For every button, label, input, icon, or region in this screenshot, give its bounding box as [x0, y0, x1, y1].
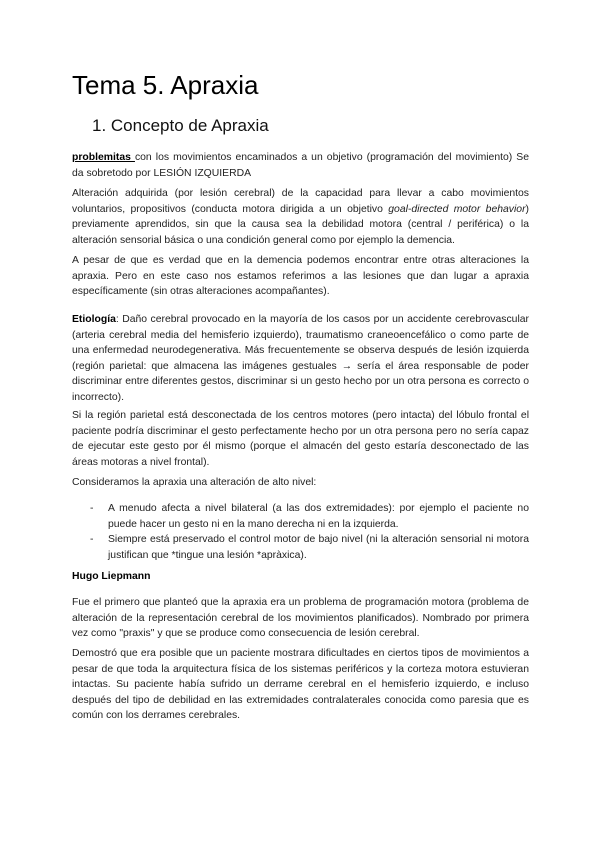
- list-item-text: Siempre está preservado el control motor de bajo nivel (ni la alteración sensorial ni motora justifican que *tingue una lesión *apràxica).: [108, 534, 529, 561]
- characteristics-list: [72, 501, 529, 563]
- consider-paragraph: Consideramos la apraxia una alteración de alto nivel:: [72, 477, 317, 488]
- etiology-label: Etiología: [72, 314, 116, 325]
- intro-paragraph: [72, 150, 529, 181]
- definition-italic-term: goal-directed motor behavior: [388, 203, 526, 215]
- dementia-paragraph: A pesar de que es verdad que en la demencia podemos encontrar entre otras alteraciones la apraxia. Pero en este caso nos estamos referimos a las lesiones que dan lugar a apraxia específicamente (sin otras alteraciones acompañantes).: [72, 255, 529, 297]
- liepmann-paragraph-2: Demostró que era posible que un paciente mostrara dificultades en ciertos tipos de movimientos a pesar de que toda la arquitectura física de los sistemas periféricos y la corteza motora estuvieran intactas. Su paciente había sufrido un derrame cerebral en el hemisferio izquierdo, e incluso después del tipo de debilidad en las extremidades contralaterales conocida como paresia que es común con los derrames cerebrales.: [72, 648, 529, 721]
- intro-bold-term: problemitas: [72, 152, 135, 163]
- etiology-paragraph: [72, 312, 529, 405]
- definition-paragraph: [72, 186, 529, 248]
- liepmann-paragraph-1: Fue el primero que planteó que la apraxia era un problema de programación motora (problema de alteración de la representación cerebral de los movimientos planificados). Nombrado por primera vez como "praxis" y que se produce como consecuencia de lesión cerebral.: [72, 597, 529, 639]
- section-title: 1. Concepto de Apraxia: [92, 116, 269, 135]
- parietal-paragraph: Si la región parietal está desconectada de los centros motores (pero intacta) del lóbulo frontal el paciente podría discriminar el gesto perfectamente hecho por un otra persona pero no sería capaz de ejecutar este gesto por él mismo (porque el almacén del gesto estaría desconectado de las áreas motoras a nivel frontal).: [72, 410, 529, 468]
- list-item-text: A menudo afecta a nivel bilateral (a las dos extremidades): por ejemplo el paciente no puede hacer un gesto ni en la mano derecha ni en la izquierda.: [108, 503, 529, 530]
- definition-text-start: Alteración adquirida (por lesión cerebral) de la capacidad para llevar a cabo movimientos voluntarios, propositivos (conducta motora dirigida a un objetivo: [72, 188, 529, 215]
- list-item: [72, 532, 529, 563]
- list-item: [72, 501, 529, 532]
- definition-text-end: ) previamente aprendidos, sin que la causa sea la debilidad motora (central / periférica) o la alteración sensorial básica o una condición general como por ejemplo la demencia.: [72, 203, 530, 246]
- intro-text: con los movimientos encaminados a un objetivo (programación del movimiento) Se da sobretodo por LESIÓN IZQUIERDA: [72, 152, 529, 179]
- etiology-text: : Daño cerebral provocado en la mayoría de los casos por un accidente cerebrovascular (arteria cerebral media del hemisferio izquierdo), traumatismo craneoencefálico o como parte de una enfermedad neurodegenerativa. Más frecuentemente se observa después de lesión izquierda (región parietal: que almacena las imágenes gestuales → sería el área responsable de poder discriminar entre diferentes gestos, discriminar si un gesto hecho por un otra persona es correcto o incorrecto).: [72, 314, 529, 403]
- list-marker: -: [90, 503, 94, 514]
- list-marker: -: [90, 534, 94, 545]
- page-title: Tema 5. Apraxia: [72, 70, 259, 100]
- liepmann-heading: Hugo Liepmann: [72, 571, 151, 582]
